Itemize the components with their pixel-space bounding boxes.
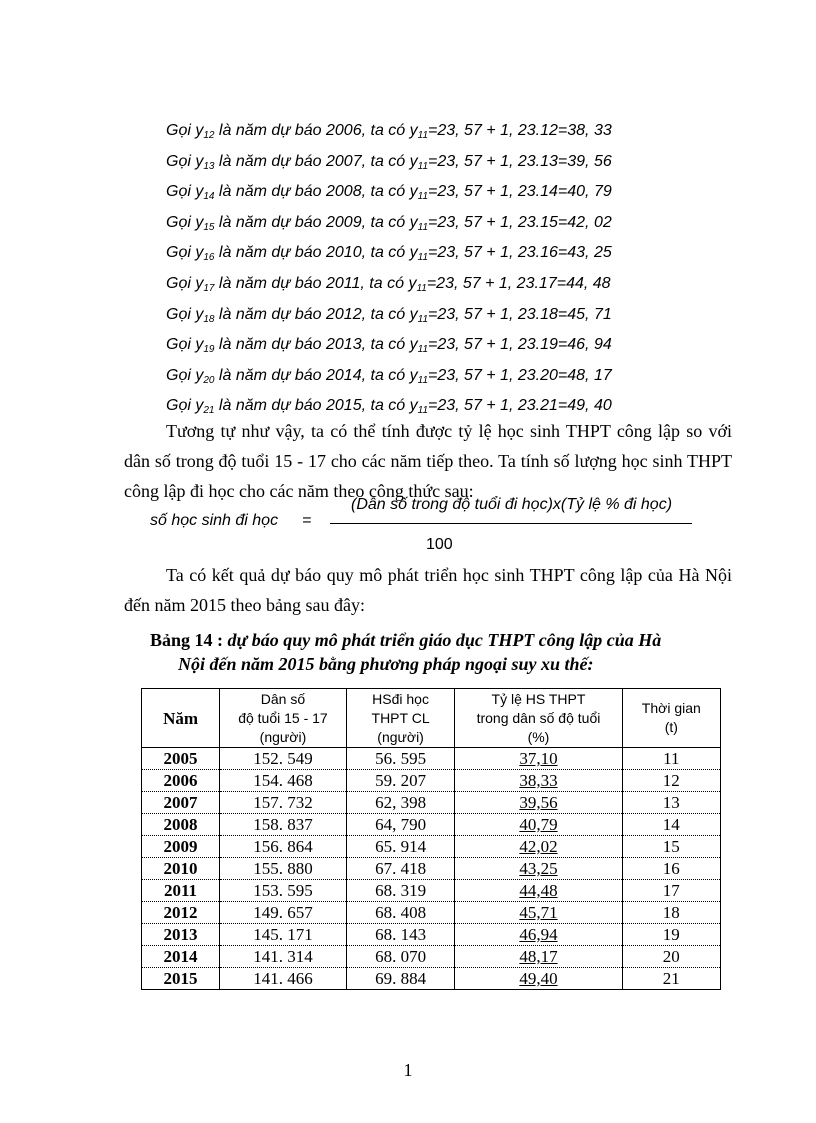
cell-population: 157. 732 — [220, 792, 347, 814]
cell-time: 17 — [622, 880, 720, 902]
header-line: (người) — [259, 728, 307, 745]
forecast-prefix: Gọi y — [166, 152, 204, 170]
cell-rate: 44,48 — [455, 880, 622, 902]
forecast-equation: =23, 57 + 1, 23.13=39, 56 — [428, 152, 612, 170]
forecast-equation: =23, 57 + 1, 23.16=43, 25 — [428, 244, 612, 262]
cell-students: 67. 418 — [346, 858, 454, 880]
table-row — [142, 770, 721, 792]
forecast-prefix: Gọi y — [166, 397, 204, 415]
forecast-prefix: Gọi y — [166, 336, 204, 354]
table-row — [142, 946, 721, 968]
forecast-middle: là năm dự báo 2015, ta có y — [214, 397, 418, 415]
table-header-row — [142, 689, 721, 748]
forecast-line — [166, 269, 726, 300]
table-row — [142, 880, 721, 902]
fraction-bar — [330, 523, 692, 524]
table-row — [142, 836, 721, 858]
cell-population: 152. 549 — [220, 748, 347, 770]
table-row — [142, 748, 721, 770]
cell-rate: 38,33 — [455, 770, 622, 792]
forecast-equation: =23, 57 + 1, 23.18=45, 71 — [428, 305, 612, 323]
cell-population: 141. 466 — [220, 968, 347, 990]
cell-year: 2014 — [142, 946, 220, 968]
header-line: Tỷ lệ HS THPT — [491, 690, 586, 707]
forecast-equation: =23, 57 + 1, 23.17=44, 48 — [426, 274, 611, 292]
forecast-subscript-2: 11 — [417, 160, 429, 172]
cell-population: 158. 837 — [220, 814, 347, 836]
paragraph-results-intro-text: Ta có kết quả dự báo quy mô phát triển học sinh THPT công lập của Hà Nội đến năm 2015 theo bảng sau đây: — [124, 565, 732, 615]
forecast-middle: là năm dự báo 2007, ta có y — [214, 152, 418, 170]
cell-population: 153. 595 — [220, 880, 347, 902]
forecast-line — [166, 300, 726, 331]
forecast-subscript: 19 — [203, 344, 215, 356]
table-caption-label: Bảng 14 : — [150, 630, 228, 650]
forecast-equation: =23, 57 + 1, 23.21=49, 40 — [428, 397, 612, 415]
cell-population: 145. 171 — [220, 924, 347, 946]
header-line: trong dân số độ tuổi — [476, 709, 601, 726]
forecast-subscript: 15 — [203, 221, 215, 233]
forecast-subscript-2: 11 — [417, 313, 429, 325]
cell-population: 154. 468 — [220, 770, 347, 792]
forecast-middle: là năm dự báo 2012, ta có y — [214, 305, 418, 323]
cell-students: 62, 398 — [346, 792, 454, 814]
header-line: THPT CL — [371, 709, 430, 726]
cell-population: 155. 880 — [220, 858, 347, 880]
student-count-formula — [124, 496, 724, 556]
table-header-students — [346, 689, 454, 748]
table-caption-line1: dự báo quy mô phát triển giáo dục THPT công lập của Hà — [227, 630, 662, 650]
forecast-line — [166, 330, 726, 361]
forecast-line — [166, 116, 726, 147]
cell-time: 20 — [622, 946, 720, 968]
forecast-middle: là năm dự báo 2011, ta có y — [214, 274, 417, 292]
forecast-table — [141, 688, 721, 990]
table-row — [142, 858, 721, 880]
cell-population: 149. 657 — [220, 902, 347, 924]
cell-time: 19 — [622, 924, 720, 946]
cell-year: 2013 — [142, 924, 220, 946]
forecast-subscript: 17 — [203, 282, 215, 294]
forecast-middle: là năm dự báo 2014, ta có y — [214, 366, 418, 384]
forecast-middle: là năm dự báo 2009, ta có y — [214, 213, 418, 231]
header-line: độ tuổi 15 - 17 — [238, 709, 328, 726]
cell-year: 2005 — [142, 748, 220, 770]
paragraph-ratio-intro — [124, 416, 732, 506]
forecast-prefix: Gọi y — [166, 305, 204, 323]
cell-students: 64, 790 — [346, 814, 454, 836]
forecast-equation: =23, 57 + 1, 23.19=46, 94 — [428, 336, 612, 354]
forecast-equation: =23, 57 + 1, 23.14=40, 79 — [428, 183, 612, 201]
formula-equals: = — [302, 512, 312, 529]
forecast-subscript: 13 — [203, 160, 215, 172]
forecast-subscript: 20 — [203, 374, 215, 386]
table-header-time — [622, 689, 720, 748]
cell-year: 2008 — [142, 814, 220, 836]
formula-numerator: (Dân số trong độ tuổi đi học)x(Tỷ lệ % đi học) — [351, 496, 673, 513]
forecast-middle: là năm dự báo 2010, ta có y — [214, 244, 418, 262]
cell-year: 2015 — [142, 968, 220, 990]
cell-year: 2012 — [142, 902, 220, 924]
forecast-subscript-2: 11 — [417, 344, 429, 356]
table-caption — [150, 628, 740, 676]
forecast-middle: là năm dự báo 2013, ta có y — [214, 336, 418, 354]
forecast-line — [166, 208, 726, 239]
cell-students: 69. 884 — [346, 968, 454, 990]
cell-students: 59. 207 — [346, 770, 454, 792]
cell-time: 15 — [622, 836, 720, 858]
forecast-subscript: 12 — [203, 130, 215, 141]
cell-year: 2006 — [142, 770, 220, 792]
cell-rate: 37,10 — [455, 748, 622, 770]
cell-rate: 45,71 — [455, 902, 622, 924]
forecast-line — [166, 147, 726, 178]
table-row — [142, 968, 721, 990]
table-row — [142, 792, 721, 814]
forecast-prefix: Gọi y — [166, 244, 204, 262]
cell-time: 14 — [622, 814, 720, 836]
forecast-prefix: Gọi y — [166, 274, 204, 292]
cell-time: 21 — [622, 968, 720, 990]
cell-time: 12 — [622, 770, 720, 792]
header-line: Dân số — [260, 690, 306, 707]
forecast-list — [166, 116, 726, 422]
forecast-subscript-2: 11 — [417, 221, 429, 233]
forecast-middle: là năm dự báo 2008, ta có y — [214, 183, 418, 201]
table-row — [142, 902, 721, 924]
forecast-subscript: 16 — [203, 252, 215, 264]
forecast-line — [166, 238, 726, 269]
cell-population: 156. 864 — [220, 836, 347, 858]
header-line: Năm — [163, 708, 199, 728]
forecast-middle: là năm dự báo 2006, ta có y — [214, 122, 418, 139]
cell-rate: 42,02 — [455, 836, 622, 858]
cell-year: 2007 — [142, 792, 220, 814]
forecast-subscript: 21 — [203, 405, 215, 417]
cell-year: 2010 — [142, 858, 220, 880]
cell-students: 56. 595 — [346, 748, 454, 770]
forecast-subscript-2: 11 — [417, 191, 429, 203]
forecast-subscript: 18 — [203, 313, 215, 325]
cell-time: 18 — [622, 902, 720, 924]
cell-students: 68. 408 — [346, 902, 454, 924]
cell-rate: 39,56 — [455, 792, 622, 814]
forecast-subscript-2: 11 — [416, 282, 427, 294]
cell-year: 2009 — [142, 836, 220, 858]
table-header-year — [142, 689, 220, 748]
table-row — [142, 924, 721, 946]
cell-students: 65. 914 — [346, 836, 454, 858]
paragraph-results-intro — [124, 560, 732, 620]
forecast-subscript-2: 11 — [417, 130, 429, 141]
cell-rate: 43,25 — [455, 858, 622, 880]
header-line: Thời gian — [641, 700, 701, 716]
forecast-equation: =23, 57 + 1, 23.12=38, 33 — [428, 122, 612, 139]
forecast-subscript-2: 11 — [417, 252, 429, 264]
page-number: 1 — [403, 1060, 413, 1080]
table-header-rate — [455, 689, 622, 748]
cell-rate: 40,79 — [455, 814, 622, 836]
forecast-subscript-2: 11 — [417, 374, 429, 386]
forecast-equation: =23, 57 + 1, 23.20=48, 17 — [428, 366, 612, 384]
cell-year: 2011 — [142, 880, 220, 902]
forecast-subscript: 14 — [203, 191, 215, 203]
cell-students: 68. 319 — [346, 880, 454, 902]
cell-rate: 46,94 — [455, 924, 622, 946]
table-caption-line2: Nội đến năm 2015 bằng phương pháp ngoại suy xu thế: — [178, 654, 594, 674]
cell-time: 13 — [622, 792, 720, 814]
cell-time: 16 — [622, 858, 720, 880]
table-body — [142, 748, 721, 990]
cell-rate: 48,17 — [455, 946, 622, 968]
cell-time: 11 — [622, 748, 720, 770]
forecast-subscript-2: 11 — [417, 405, 429, 417]
table-row — [142, 814, 721, 836]
cell-rate: 49,40 — [455, 968, 622, 990]
forecast-prefix: Gọi y — [166, 122, 204, 139]
forecast-equation: =23, 57 + 1, 23.15=42, 02 — [428, 213, 612, 231]
forecast-prefix: Gọi y — [166, 366, 204, 384]
header-line: (người) — [377, 728, 424, 745]
cell-population: 141. 314 — [220, 946, 347, 968]
cell-students: 68. 070 — [346, 946, 454, 968]
formula-lhs: số học sinh đi học — [150, 512, 279, 529]
forecast-prefix: Gọi y — [166, 213, 204, 231]
table-header-population — [220, 689, 347, 748]
cell-students: 68. 143 — [346, 924, 454, 946]
forecast-prefix: Gọi y — [166, 183, 204, 201]
formula-denominator: 100 — [426, 536, 453, 553]
forecast-line — [166, 361, 726, 392]
header-line: HSđi học — [372, 690, 429, 707]
header-line: (t) — [664, 719, 678, 735]
header-line: (%) — [527, 728, 550, 745]
paragraph-ratio-intro-text: Tương tự như vậy, ta có thể tính được tỷ lệ học sinh THPT công lập so với dân số trong độ tuổi 15 - 17 cho các năm tiếp theo. Ta tính số lượng học sinh THPT công lập đi học cho các năm theo công thức sau: — [124, 421, 732, 501]
forecast-line — [166, 177, 726, 208]
